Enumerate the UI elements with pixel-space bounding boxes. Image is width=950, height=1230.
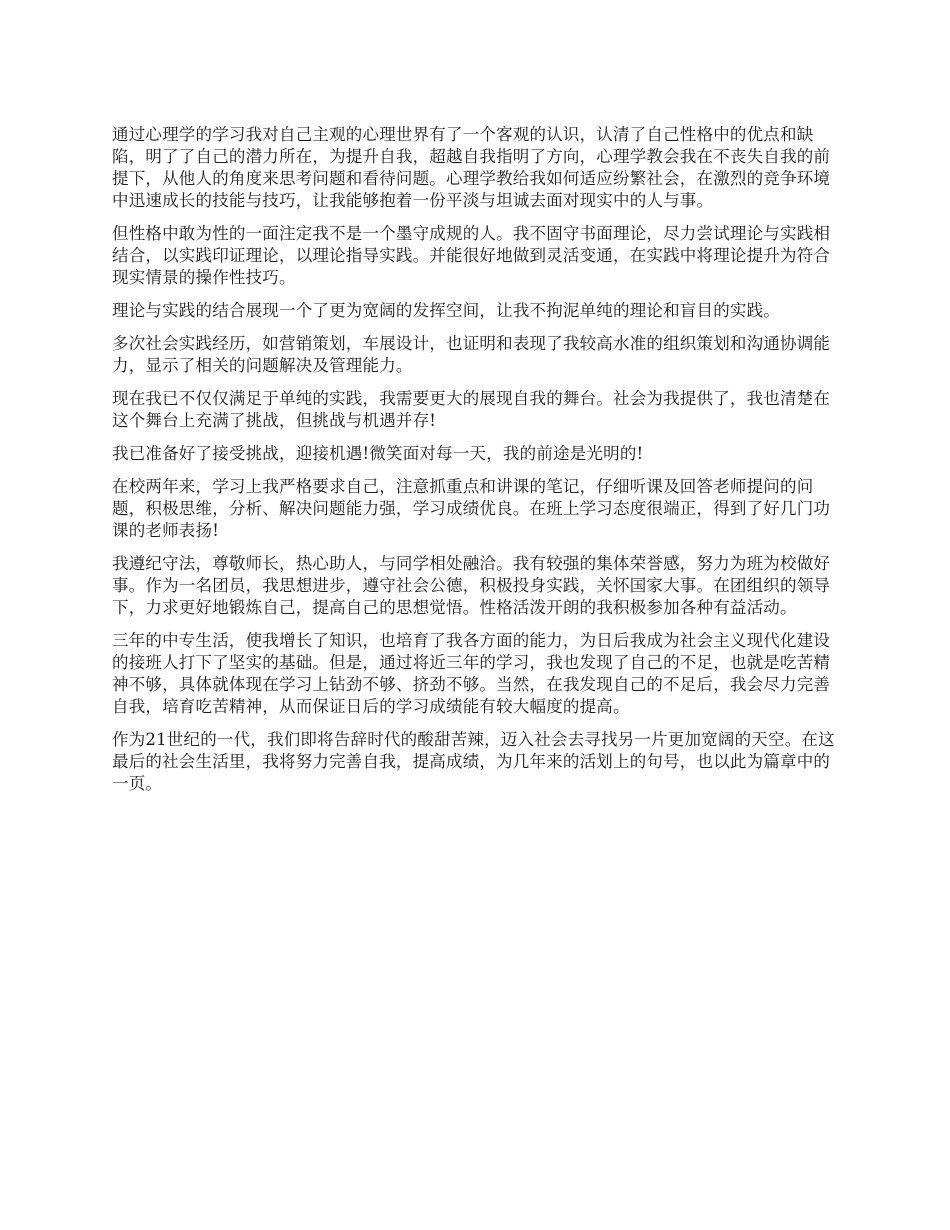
paragraph-3: 理论与实践的结合展现一个了更为宽阔的发挥空间，让我不拘泥单纯的理论和盲目的实践。	[112, 301, 780, 320]
paragraph-9: 三年的中专生活，使我增长了知识，也培育了我各方面的能力，为日后我成为社会主义现代化建设的接班人打下了坚实的基础。但是，通过将近三年的学习，我也发现了自己的不足，也就是吃苦精神不够，具体就体现在学习上钻劲不够、挤劲不够。当然，在我发现自己的不足后，我会尽力完善自我，培育吃苦精神，从而保证日后的学习成绩能有较大幅度的提高。	[112, 631, 831, 716]
paragraph-8: 我遵纪守法，尊敬师长，热心助人，与同学相处融洽。我有较强的集体荣誉感，努力为班为校做好事。作为一名团员，我思想进步，遵守社会公德，积极投身实践，关怀国家大事。在团组织的领导下，力求更好地锻炼自己，提高自己的思想觉悟。性格活泼开朗的我积极参加各种有益活动。	[112, 554, 831, 617]
paragraph-4: 多次社会实践经历，如营销策划，车展设计，也证明和表现了我较高水准的组织策划和沟通协调能力，显示了相关的问题解决及管理能力。	[112, 334, 831, 375]
paragraph-5: 现在我已不仅仅满足于单纯的实践，我需要更大的展现自我的舞台。社会为我提供了，我也清楚在这个舞台上充满了挑战，但挑战与机遇并存!	[112, 389, 831, 430]
paragraph-6: 我已准备好了接受挑战，迎接机遇!微笑面对每一天，我的前途是光明的!	[112, 444, 644, 463]
paragraph-7: 在校两年来，学习上我严格要求自己，注意抓重点和讲课的笔记，仔细听课及回答老师提问的问题，积极思维，分析、解决问题能力强，学习成绩优良。在班上学习态度很端正，得到了好几门功课的老师表扬!	[112, 477, 831, 540]
paragraph-1: 通过心理学的学习我对自己主观的心理世界有了一个客观的认识，认清了自己性格中的优点和缺陷，明了了自己的潜力所在，为提升自我，超越自我指明了方向，心理学教会我在不丧失自我的前提下，从他人的角度来思考问题和看待问题。心理学教给我如何适应纷繁社会，在激烈的竞争环境中迅速成长的技能与技巧，让我能够抱着一份平淡与坦诚去面对现实中的人与事。	[112, 125, 831, 210]
document-body	[112, 124, 840, 806]
paragraph-10: 作为21世纪的一代，我们即将告辞时代的酸甜苦辣，迈入社会去寻找另一片更加宽阔的天空。在这最后的社会生活里，我将努力完善自我，提高成绩，为几年来的活划上的句号，也以此为篇章中的一页。	[112, 730, 835, 793]
paragraph-2: 但性格中敢为性的一面注定我不是一个墨守成规的人。我不固守书面理论，尽力尝试理论与实践相结合，以实践印证理论，以理论指导实践。并能很好地做到灵活变通，在实践中将理论提升为符合现实情景的操作性技巧。	[112, 224, 831, 287]
